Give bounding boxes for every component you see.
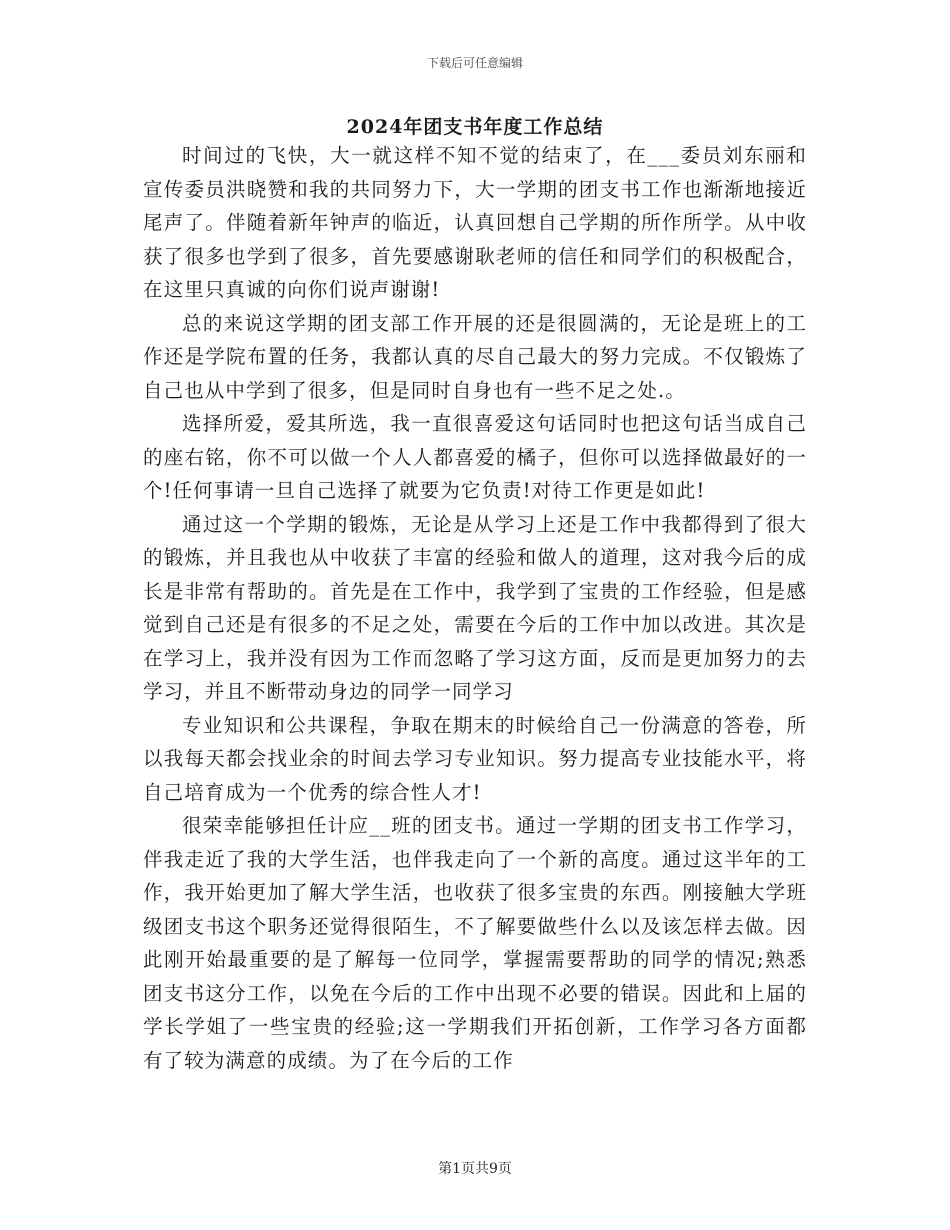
paragraph: 总的来说这学期的团支部工作开展的还是很圆满的，无论是班上的工作还是学院布置的任务，我都认真的尽自己最大的努力完成。不仅锻炼了自己也从中学到了很多，但是同时自身也有一些不足之处.。 xyxy=(143,311,807,402)
paragraph: 时间过的飞快，大一就这样不知不觉的结束了，在___委员刘东丽和宣传委员洪晓赞和我的共同努力下，大一学期的团支书工作也渐渐地接近尾声了。伴随着新年钟声的临近，认真回想自己学期的所作所学。从中收获了很多也学到了很多，首先要感谢耿老师的信任和同学们的积极配合，在这里只真诚的向你们说声谢谢! xyxy=(143,144,807,301)
paragraph: 专业知识和公共课程，争取在期末的时候给自己一份满意的答卷，所以我每天都会找业余的时间去学习专业知识。努力提高专业技能水平，将自己培育成为一个优秀的综合性人才! xyxy=(143,713,807,804)
document-title: 2024年团支书年度工作总结 xyxy=(346,116,604,138)
paragraph: 很荣幸能够担任计应__班的团支书。通过一学期的团支书工作学习，伴我走近了我的大学生活，也伴我走向了一个新的高度。通过这半年的工作，我开始更加了解大学生活，也收获了很多宝贵的东西。刚接触大学班级团支书这个职务还觉得很陌生，不了解要做些什么以及该怎样去做。因此刚开始最重要的是了解每一位同学，掌握需要帮助的同学的情况;熟悉团支书这分工作，以免在今后的工作中出现不必要的错误。因此和上届的学长学姐了一些宝贵的经验;这一学期我们开拓创新，工作学习各方面都有了较为满意的成绩。为了在今后的工作 xyxy=(143,814,807,1072)
page-number: 第1页共9页 xyxy=(438,1161,512,1177)
document-body xyxy=(143,139,807,1077)
paragraph: 通过这一个学期的锻炼，无论是从学习上还是工作中我都得到了很大的锻炼，并且我也从中收获了丰富的经验和做人的道理，这对我今后的成长是非常有帮助的。首先是在工作中，我学到了宝贵的工作经验，但是感觉到自己还是有很多的不足之处，需要在今后的工作中加以改进。其次是在学习上，我并没有因为工作而忽略了学习这方面，反而是更加努力的去学习，并且不断带动身边的同学一同学习 xyxy=(143,512,807,703)
paragraph: 选择所爱，爱其所选，我一直很喜爱这句话同时也把这句话当成自己的座右铭，你不可以做一个人人都喜爱的橘子，但你可以选择做最好的一个!任何事请一旦自己选择了就要为它负责!对待工作更是如此! xyxy=(143,412,807,502)
page-header-note: 下载后可任意编辑 xyxy=(426,56,523,70)
